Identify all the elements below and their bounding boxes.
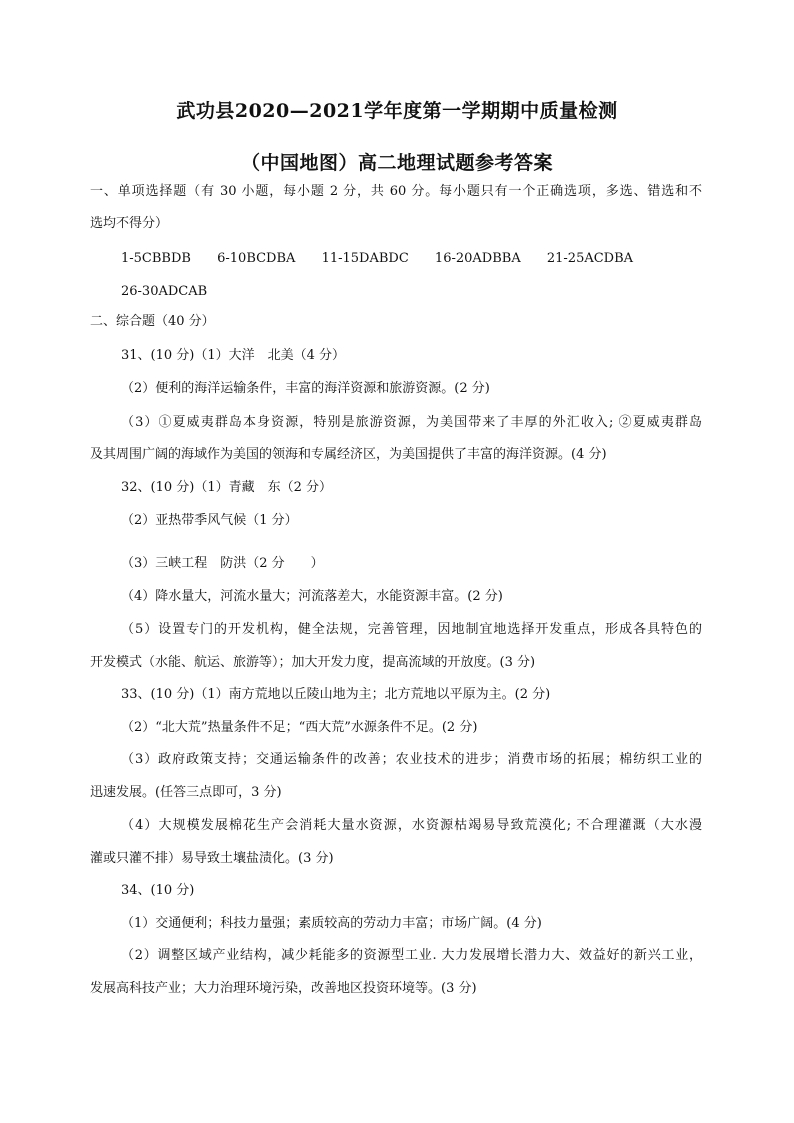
answer-group: 6-10BCDBA	[217, 251, 296, 266]
q31-line: （2）便利的海洋运输条件，丰富的海洋资源和旅游资源。(2 分)	[121, 381, 490, 396]
q33-line: 33、(10 分)（1）南方荒地以丘陵山地为主；北方荒地以平原为主。(2 分)	[121, 687, 551, 702]
q33-line: （4）大规模发展棉花生产会消耗大量水资源，水资源枯竭易导致荒漠化; 不合理灌溉（大水漫	[121, 818, 702, 833]
answer-group: 1-5CBBDB	[121, 251, 191, 266]
page-subtitle: （中国地图）高二地理试题参考答案	[240, 152, 553, 174]
q34-line: （2）调整区域产业结构，减少耗能多的资源型工业. 大力发展增长潜力大、效益好的新兴工业，	[121, 948, 702, 963]
section1-heading: 一、单项选择题（有 30 小题，每小题 2 分，共 60 分。每小题只有一个正确选项，多选、错选和不	[90, 184, 702, 199]
q33-line: （2）“北大荒”热量条件不足；“西大荒”水源条件不足。(2 分)	[121, 720, 478, 735]
q34-line: 34、(10 分)	[121, 883, 195, 898]
answers-row-2: 26-30ADCAB	[121, 284, 208, 299]
q31-line: （3）①夏威夷群岛本身资源，特别是旅游资源，为美国带来了丰厚的外汇收入; ②夏威夷群岛	[121, 415, 702, 430]
q31-line: 31、(10 分)（1）大洋 北美（4 分）	[121, 348, 346, 363]
q32-line: （2）亚热带季风气候（1 分）	[121, 513, 298, 528]
answer-group: 16-20ADBBA	[434, 251, 521, 266]
q32-line: 开发模式（水能、航运、旅游等）；加大开发力度，提高流域的开放度。(3 分)	[90, 655, 536, 670]
page-title: 武功县2020—2021学年度第一学期期中质量检测	[176, 100, 618, 122]
q32-line: （4）降水量大，河流水量大；河流落差大，水能资源丰富。(2 分)	[121, 589, 503, 604]
q33-line: 迅速发展。(任答三点即可，3 分)	[90, 785, 282, 800]
q34-line: 发展高科技产业；大力治理环境污染，改善地区投资环境等。(3 分)	[90, 981, 477, 996]
answer-group: 11-15DABDC	[321, 251, 409, 266]
q32-line: 32、(10 分)（1）青藏 东（2 分）	[121, 480, 333, 495]
q33-line: 灌或只灌不排）易导致土壤盐渍化。(3 分)	[90, 851, 334, 866]
q33-line: （3）政府政策支持；交通运输条件的改善；农业技术的进步；消费市场的拓展；棉纺织工业的	[121, 752, 702, 767]
q31-line: 及其周围广阔的海域作为美国的领海和专属经济区，为美国提供了丰富的海洋资源。(4 分)	[90, 447, 607, 462]
answer-group: 21-25ACDBA	[546, 251, 634, 266]
q34-line: （1）交通便利；科技力量强；素质较高的劳动力丰富；市场广阔。(4 分)	[121, 916, 542, 931]
section2-heading: 二、综合题（40 分）	[90, 314, 215, 329]
answers-row-1	[121, 251, 702, 267]
section1-heading-cont: 选均不得分）	[90, 216, 169, 231]
q32-line: （3）三峡工程 防洪（2 分 ）	[121, 556, 324, 571]
q32-line: （5）设置专门的开发机构，健全法规，完善管理，因地制宜地选择开发重点，形成各具特色的	[121, 622, 702, 637]
